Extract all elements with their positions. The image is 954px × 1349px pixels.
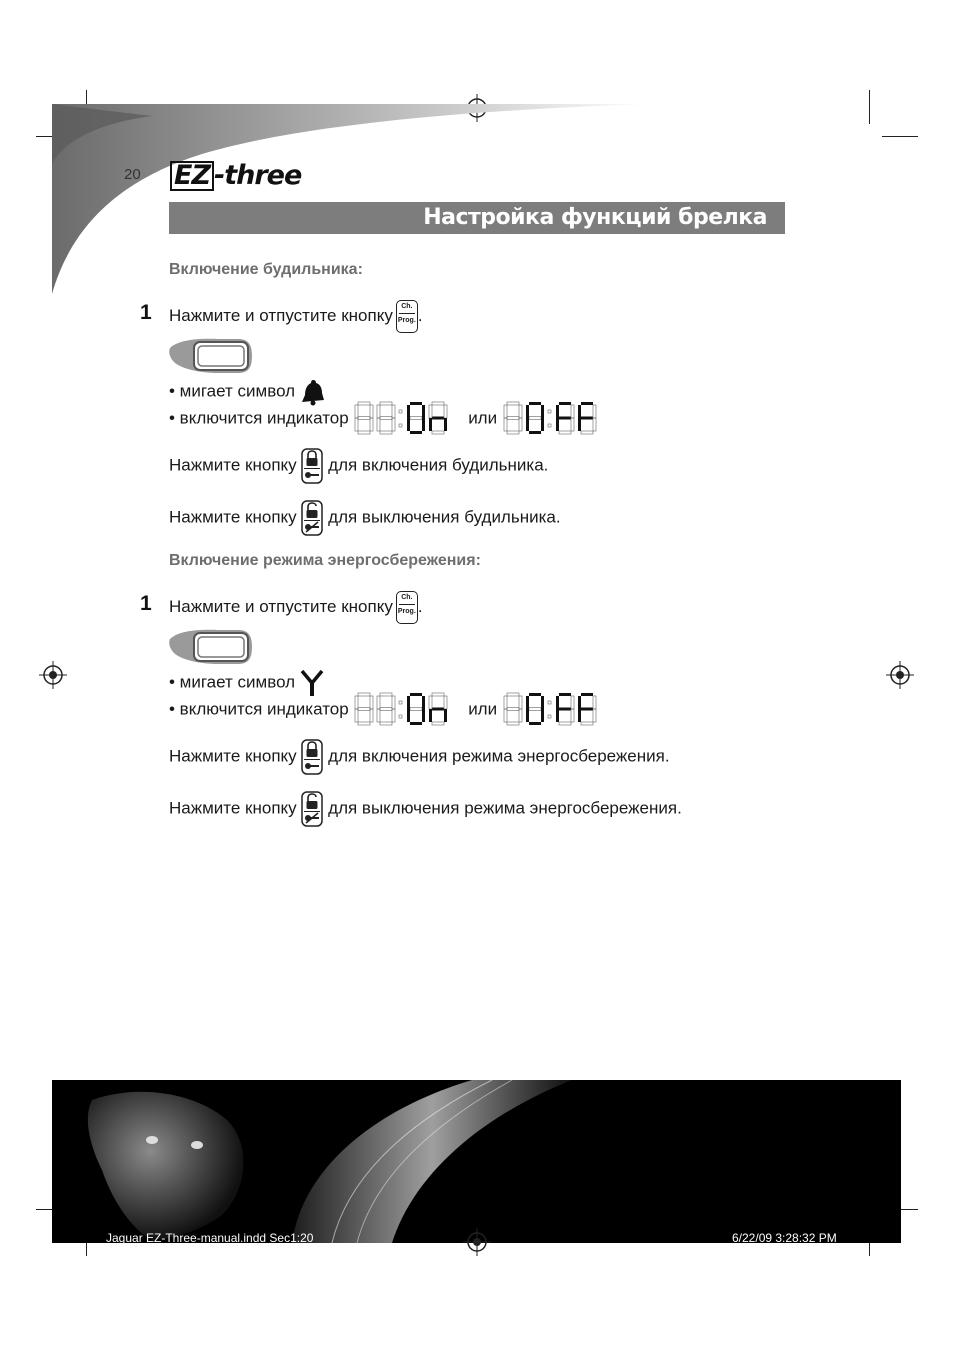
alarm-bullet-indicator: • включится индикатор или <box>169 400 612 438</box>
key-fob-icon <box>168 627 254 667</box>
footer-artwork <box>52 1080 901 1243</box>
power-press-release-line: Нажмите и отпустите кнопку Ch. Prog. . <box>169 591 423 624</box>
lock-button-icon <box>301 448 323 484</box>
brand-logo <box>170 160 301 191</box>
lcd-on-indicator-icon <box>353 691 463 729</box>
alarm-bullet-blink: • мигает символ <box>169 378 326 406</box>
footer-date-label: 6/22/09 3:28:32 PM <box>732 1231 837 1245</box>
section-title-bar <box>169 202 785 234</box>
alarm-heading: Включение будильника: <box>169 261 363 278</box>
power-step-number: 1 <box>140 592 152 615</box>
power-heading: Включение режима энергосбережения: <box>169 552 481 569</box>
section-title: Настройка функций брелка <box>423 205 767 230</box>
logo-ez: EZ <box>170 161 214 191</box>
power-press-on-line: Нажмите кнопку для включения режима энергосбережения. <box>169 739 670 775</box>
registration-mark-icon <box>463 1228 491 1256</box>
unlock-button-icon <box>301 791 323 827</box>
crop-mark <box>882 136 918 137</box>
alarm-press-release-line: Нажмите и отпустите кнопку Ch. Prog. . <box>169 300 423 333</box>
lcd-off-indicator-icon <box>502 400 612 438</box>
footer-file-label: Jaguar EZ-Three-manual.indd Sec1:20 <box>106 1231 314 1245</box>
key-fob-icon <box>168 336 254 376</box>
lcd-off-indicator-icon <box>502 691 612 729</box>
crop-mark <box>869 90 870 124</box>
power-press-off-line: Нажмите кнопку для выключения режима энергосбережения. <box>169 791 682 827</box>
alarm-press-off-line: Нажмите кнопку для выключения будильника. <box>169 500 561 536</box>
page-number: 20 <box>124 166 141 183</box>
alarm-press-on-line: Нажмите кнопку для включения будильника. <box>169 448 548 484</box>
jaguar-road-illustration <box>52 1080 901 1243</box>
ch-prog-button-icon: Ch. Prog. <box>396 300 418 333</box>
alarm-press-release-text: Нажмите и отпустите кнопку <box>169 305 393 325</box>
lock-button-icon <box>301 739 323 775</box>
alarm-step-number: 1 <box>140 301 152 324</box>
power-bullet-blink: • мигает символ <box>169 669 324 697</box>
registration-mark-icon <box>39 661 67 689</box>
unlock-button-icon <box>301 500 323 536</box>
ch-prog-button-icon: Ch. Prog. <box>396 591 418 624</box>
lcd-on-indicator-icon <box>353 400 463 438</box>
power-bullet-indicator: • включится индикатор или <box>169 691 612 729</box>
registration-mark-icon <box>886 661 914 689</box>
logo-three: -three <box>214 160 302 191</box>
